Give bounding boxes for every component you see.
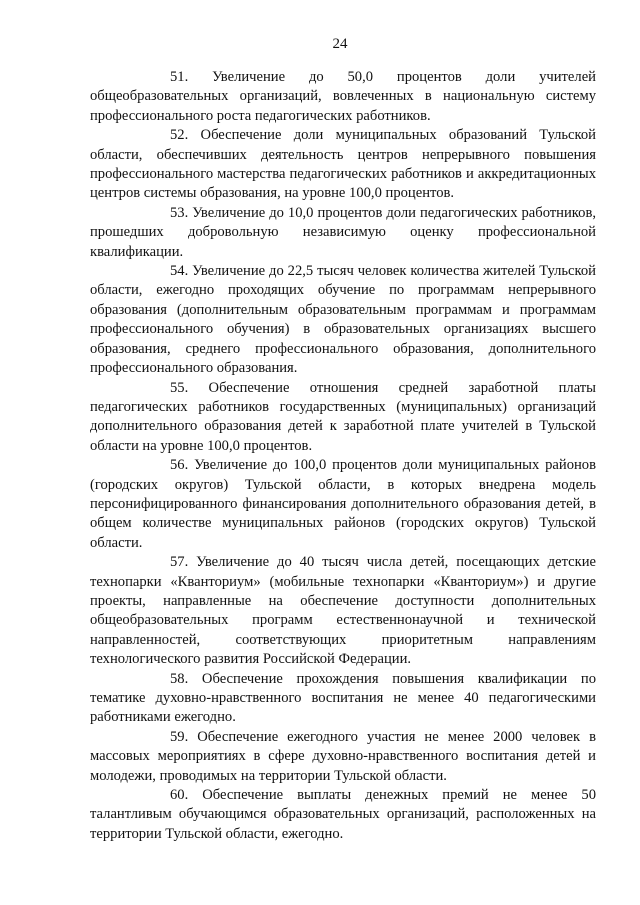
item-number: 57. (170, 554, 189, 571)
list-item-55 (90, 379, 596, 457)
document-body (90, 68, 596, 844)
list-item-53 (90, 204, 596, 262)
list-item-51 (90, 68, 596, 126)
item-text: Обеспечение прохождения повышения квалификации по тематике духовно-нравственного воспитания не менее 40 педагогическими работниками ежегодно. (90, 670, 596, 726)
item-text: Обеспечение доли муниципальных образований Тульской области, обеспечивших деятельность центров непрерывного повышения профессионального мастерства педагогических работников и аккредитационных центров системы образования, на уровне 100,0 процентов. (90, 127, 596, 202)
item-text: Увеличение до 10,0 процентов доли педагогических работников, прошедших добровольную независимую оценку профессиональной квалификации. (90, 204, 596, 260)
item-number: 59. (170, 728, 189, 745)
item-number: 53. (170, 204, 189, 221)
list-item-60 (90, 786, 596, 844)
list-item-58 (90, 670, 596, 728)
item-text: Обеспечение выплаты денежных премий не менее 50 талантливым обучающимся образовательных организаций, расположенных на территории Тульской области, ежегодно. (90, 787, 596, 842)
page-number: 24 (332, 36, 348, 52)
item-number: 54. (170, 263, 189, 280)
list-item-56 (90, 456, 596, 553)
item-text: Увеличение до 40 тысяч числа детей, посещающих детские технопарки «Кванториум» (мобильные технопарки «Кванториум») и другие проекты, направленные на обеспечение доступности дополнительных общеобразовательных программ естественнонаучной и технической направленностей, соответствующих приоритетным направлениям технологического развития Российской Федерации. (90, 554, 596, 668)
item-text: Обеспечение отношения средней заработной платы педагогических работников государственных (муниципальных) организаций дополнительного образования детей к заработной плате учителей в Тульской области на уровне 100,0 процентов. (90, 379, 596, 454)
item-text: Обеспечение ежегодного участия не менее 2000 человек в массовых мероприятиях в сфере духовно-нравственного воспитания детей и молодежи, проводимых на территории Тульской области. (90, 728, 596, 784)
item-number: 51. (170, 69, 189, 85)
list-item-52 (90, 126, 596, 204)
list-item-57 (90, 553, 596, 669)
item-number: 52. (170, 127, 189, 144)
list-item-59 (90, 728, 596, 786)
item-text: Увеличение до 100,0 процентов доли муниципальных районов (городских округов) Тульской области, в которых внедрена модель персонифицированного финансирования дополнительного образования детей, в общем количестве муниципальных районов (городских округов) Тульской области. (90, 457, 596, 551)
list-item-54 (90, 262, 596, 378)
item-number: 55. (170, 379, 189, 396)
item-text: Увеличение до 22,5 тысяч человек количества жителей Тульской области, ежегодно проходящих обучение по программам непрерывного образования (дополнительным образовательным программам и программам профессионального обучения) в образовательных организациях высшего образования, среднего профессионального образования, дополнительного профессионального образования. (90, 263, 596, 377)
item-text: Увеличение до 50,0 процентов доли учителей общеобразовательных организаций, вовлеченных в национальную систему профессионального роста педагогических работников. (90, 69, 596, 124)
item-number: 56. (170, 457, 189, 474)
item-number: 58. (170, 670, 189, 687)
item-number: 60. (170, 787, 189, 804)
